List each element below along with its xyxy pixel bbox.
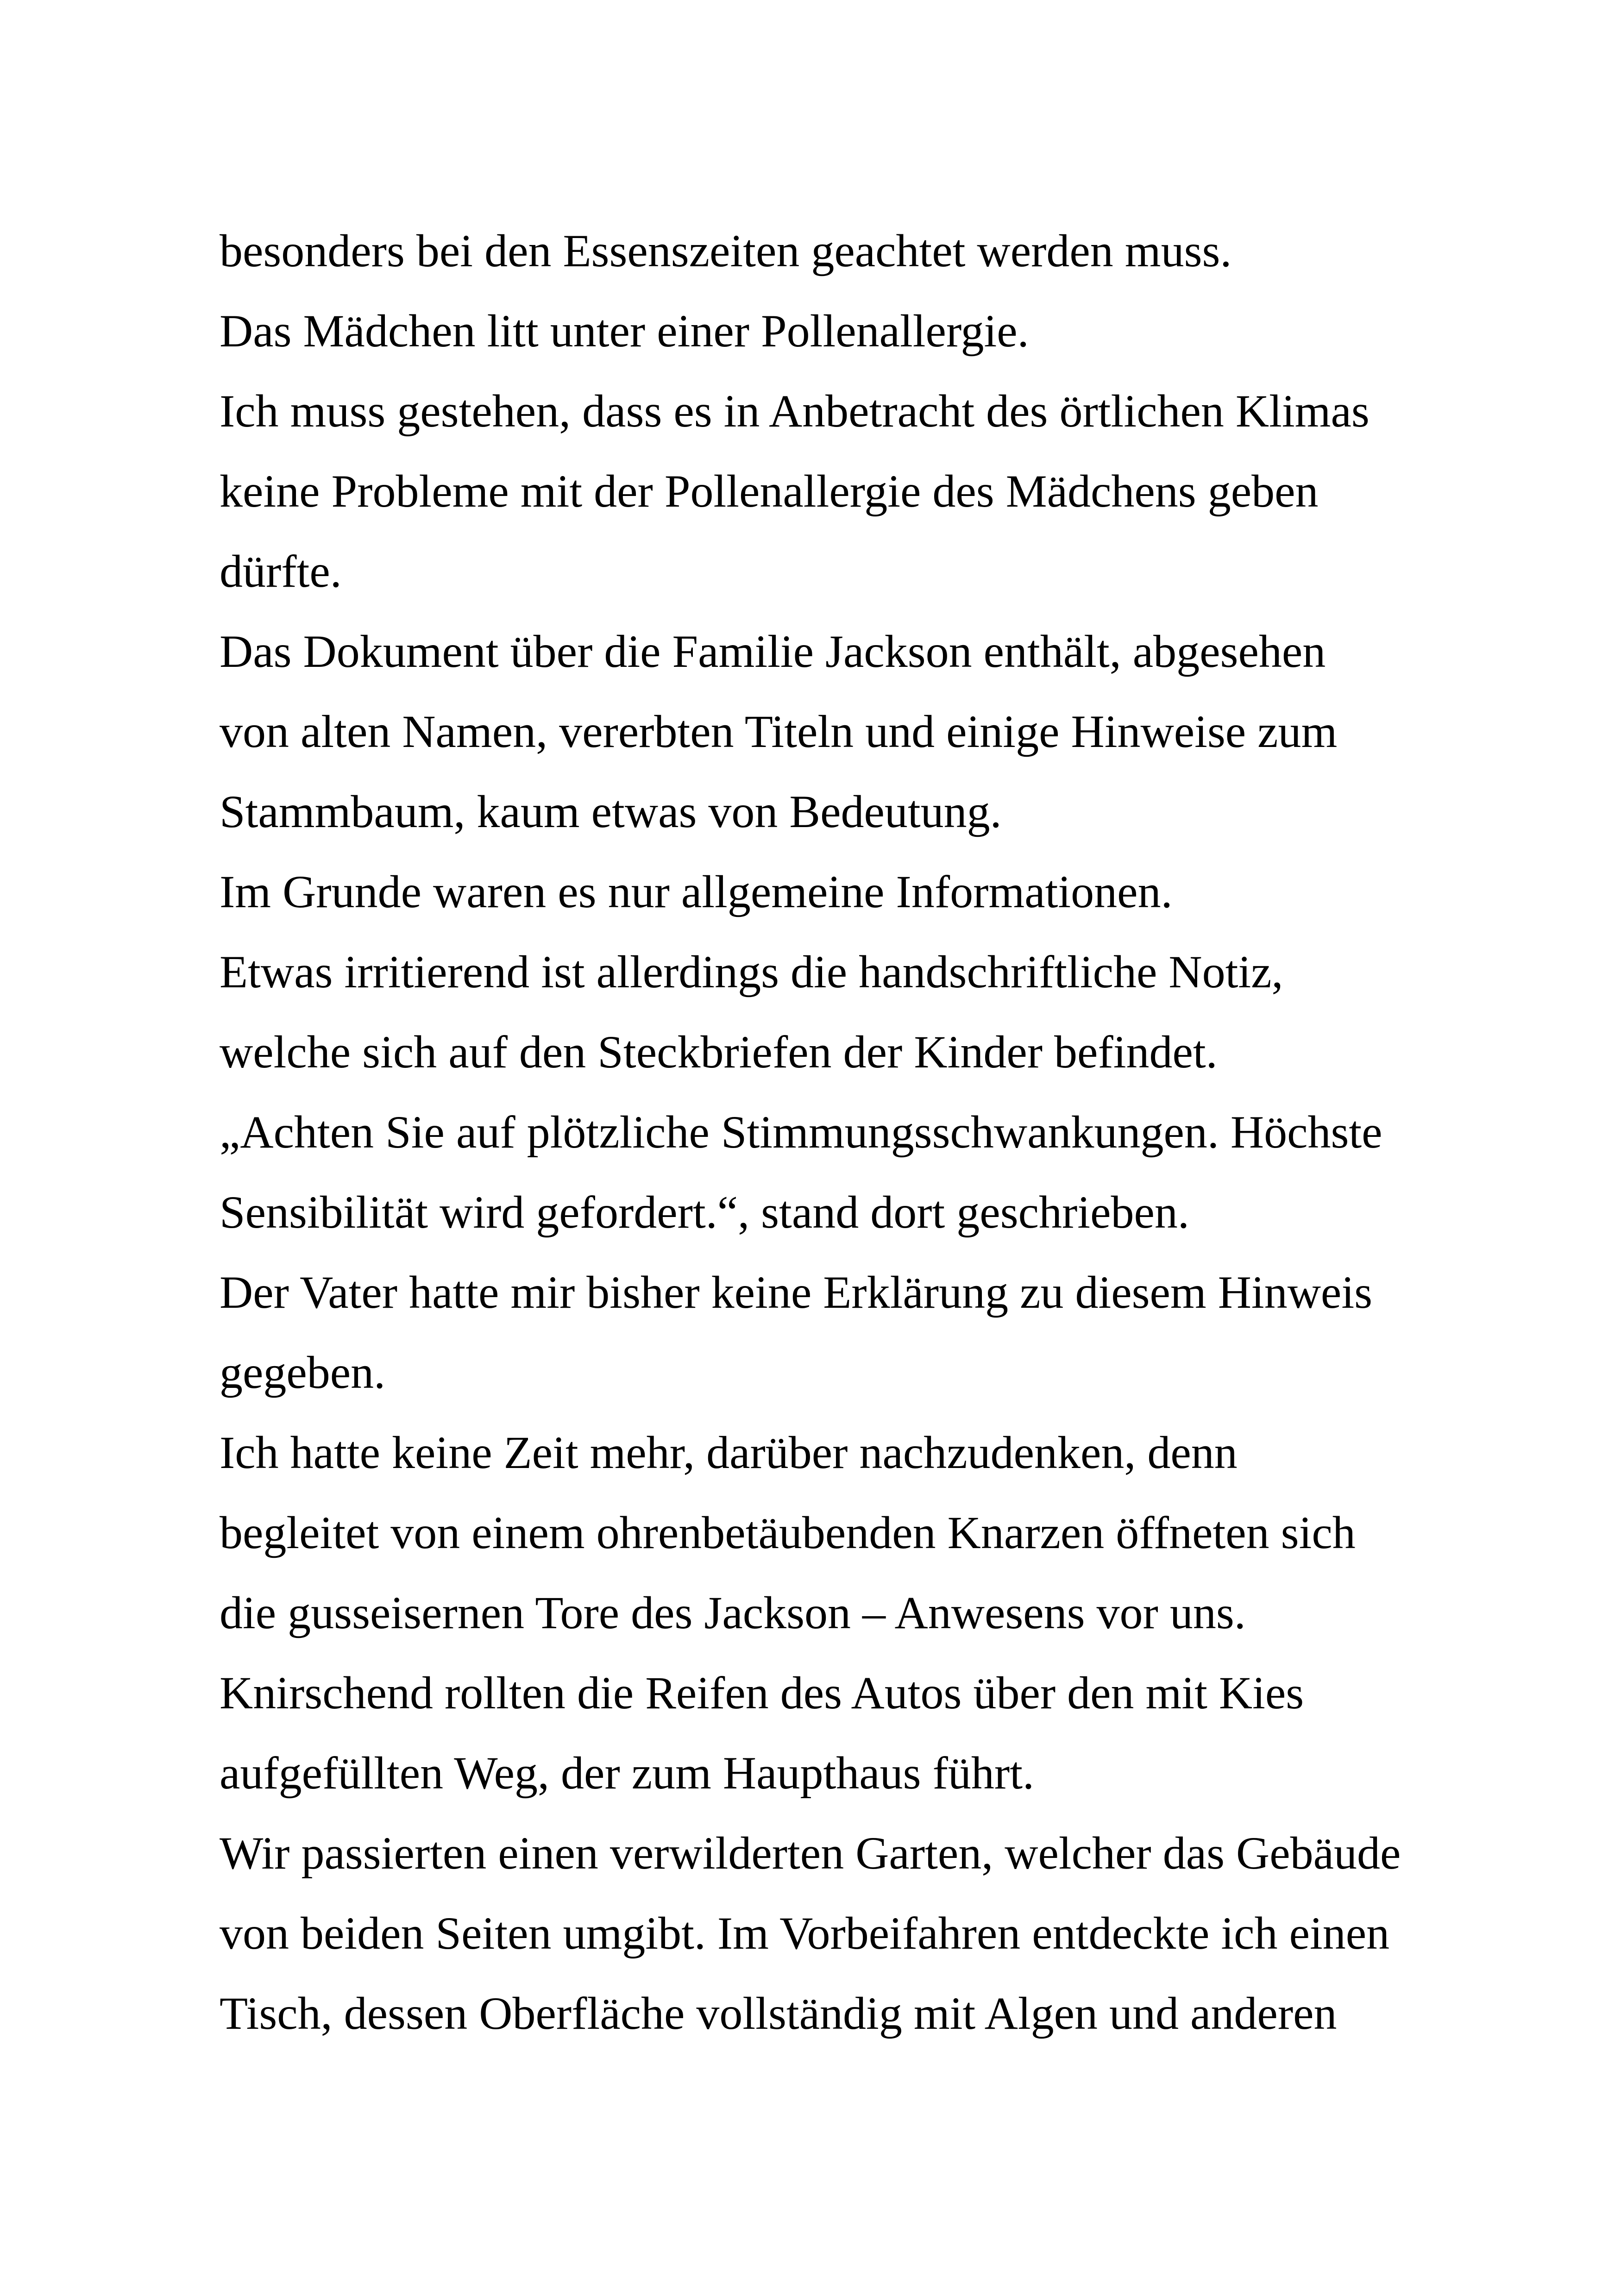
text-line: Das Dokument über die Familie Jackson enthält, abgesehen xyxy=(220,626,1326,677)
text-line: „Achten Sie auf plötzliche Stimmungsschwankungen. Höchste xyxy=(220,1106,1382,1158)
text-line: welche sich auf den Steckbriefen der Kinder befindet. xyxy=(220,1026,1218,1078)
text-line: Knirschend rollten die Reifen des Autos über den mit Kies xyxy=(220,1667,1304,1719)
text-line: besonders bei den Essenszeiten geachtet werden muss. xyxy=(220,225,1232,276)
text-line: Das Mädchen litt unter einer Pollenallergie. xyxy=(220,305,1029,357)
text-line: Ich muss gestehen, dass es in Anbetracht des örtlichen Klimas xyxy=(220,385,1370,437)
text-line: Ich hatte keine Zeit mehr, darüber nachzudenken, denn xyxy=(220,1427,1238,1478)
text-line: Der Vater hatte mir bisher keine Erklärung zu diesem Hinweis xyxy=(220,1267,1373,1318)
text-line: von alten Namen, vererbten Titeln und einige Hinweise zum xyxy=(220,706,1338,757)
text-line: von beiden Seiten umgibt. Im Vorbeifahren entdeckte ich einen xyxy=(220,1907,1390,1959)
body-text xyxy=(220,211,1447,2053)
text-line: Etwas irritierend ist allerdings die handschriftliche Notiz, xyxy=(220,946,1283,997)
text-line: gegeben. xyxy=(220,1347,386,1398)
text-line: die gusseisernen Tore des Jackson – Anwesens vor uns. xyxy=(220,1587,1246,1638)
text-line: begleitet von einem ohrenbetäubenden Knarzen öffneten sich xyxy=(220,1507,1356,1558)
text-line: Sensibilität wird gefordert.“, stand dort geschrieben. xyxy=(220,1186,1189,1238)
text-line: dürfte. xyxy=(220,546,342,597)
text-line: Wir passierten einen verwilderten Garten, welcher das Gebäude xyxy=(220,1827,1401,1879)
text-line: Im Grunde waren es nur allgemeine Informationen. xyxy=(220,866,1173,917)
text-line: aufgefüllten Weg, der zum Haupthaus führt. xyxy=(220,1747,1034,1799)
text-line: Stammbaum, kaum etwas von Bedeutung. xyxy=(220,786,1002,837)
text-line: keine Probleme mit der Pollenallergie des Mädchens geben xyxy=(220,465,1319,517)
text-line: Tisch, dessen Oberfläche vollständig mit Algen und anderen xyxy=(220,1988,1337,2039)
